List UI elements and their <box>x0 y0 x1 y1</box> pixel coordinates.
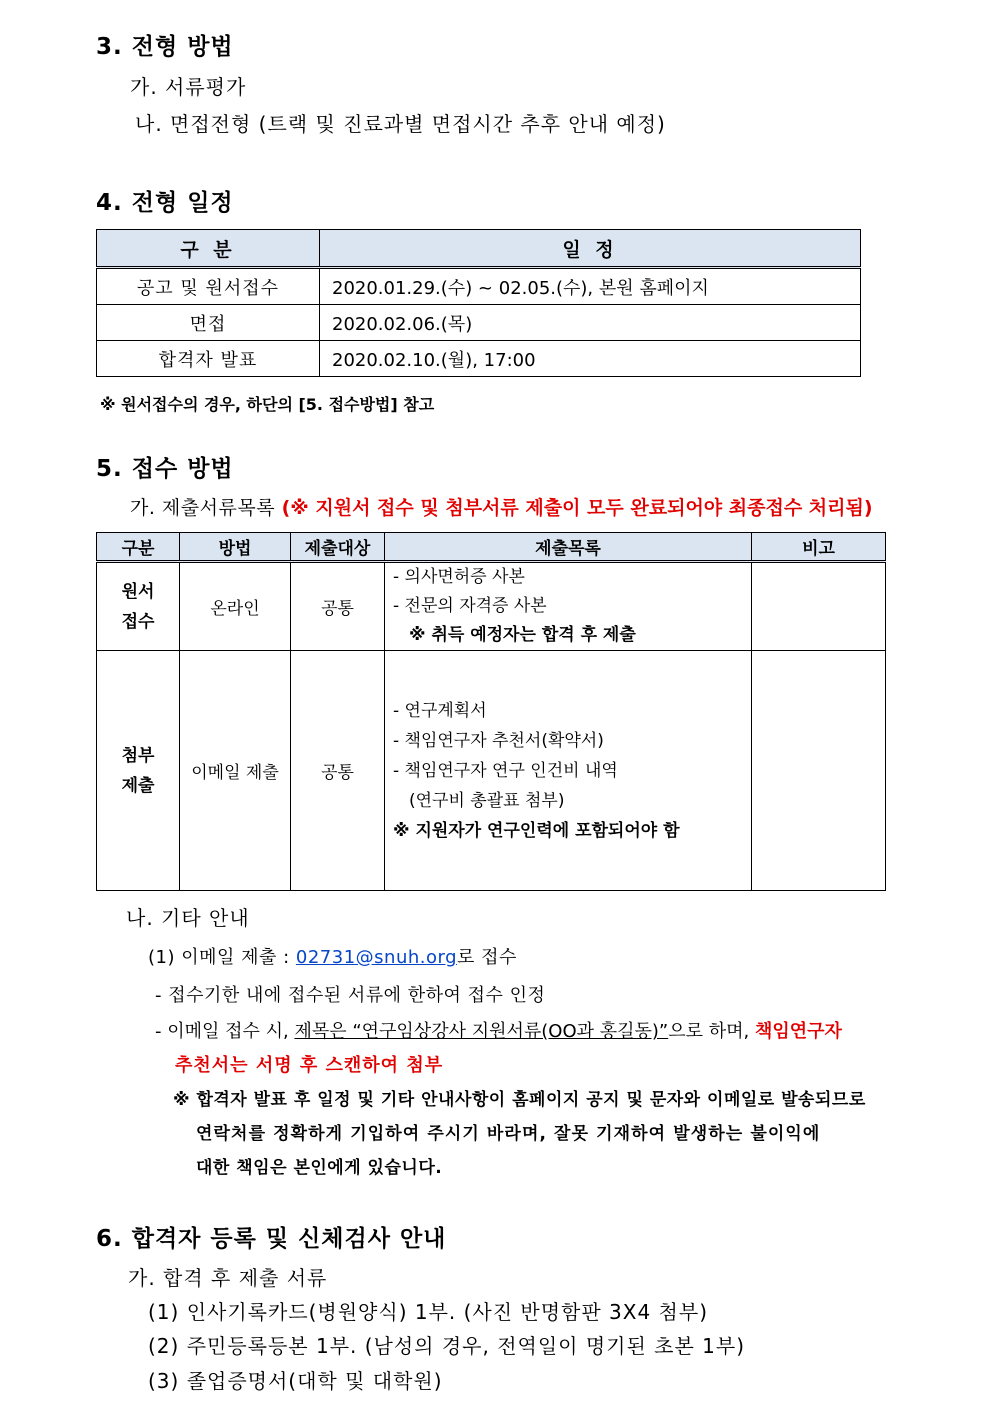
notice-line-2: 연락처를 정확하게 기입하여 주시기 바라며, 잘못 기재하여 발생하는 불이익에 <box>196 1124 821 1144</box>
document-item: - 의사면허증 사본 <box>393 567 525 587</box>
submission-list-heading <box>130 493 873 520</box>
email-line-label: (1) 이메일 제출 : <box>148 947 296 968</box>
section-6-title: 6. 합격자 등록 및 신체검사 안내 <box>96 1226 447 1252</box>
table-row <box>97 651 886 891</box>
row-type: 첨부 제출 <box>97 651 180 891</box>
table-row <box>97 305 861 341</box>
required-document-2: (2) 주민등록등본 1부. (남성의 경우, 전역일이 명기된 초본 1부) <box>148 1334 745 1358</box>
section-3-title: 3. 전형 방법 <box>96 34 234 60</box>
table-row <box>97 341 861 377</box>
row-documents <box>385 651 752 891</box>
document-item: - 책임연구자 추천서(확약서) <box>393 730 604 751</box>
email-link[interactable]: 02731@snuh.org <box>295 947 457 968</box>
schedule-note: ※ 원서접수의 경우, 하단의 [5. 접수방법] 참고 <box>100 395 435 414</box>
schedule-label: 합격자 발표 <box>97 341 320 377</box>
notice-line-3: 대한 책임은 본인에게 있습니다. <box>196 1158 443 1178</box>
row-method: 이메일 제출 <box>180 651 291 891</box>
schedule-table <box>96 229 861 377</box>
schedule-header-row <box>97 230 861 268</box>
document-note: ※ 취득 예정자는 합격 후 제출 <box>409 625 636 645</box>
header-remarks: 비고 <box>752 533 886 562</box>
row-remarks <box>752 651 886 891</box>
other-info-heading: 나. 기타 안내 <box>126 906 250 930</box>
schedule-header-date: 일 정 <box>320 230 861 268</box>
section-5-title: 5. 접수 방법 <box>96 456 234 482</box>
header-documents: 제출목록 <box>385 533 752 562</box>
document-item: - 연구계획서 <box>393 700 487 721</box>
schedule-label: 공고 및 원서접수 <box>97 268 320 305</box>
table-row <box>97 268 861 305</box>
row-method: 온라인 <box>180 562 291 651</box>
row-target: 공통 <box>291 562 385 651</box>
document-note: ※ 지원자가 연구인력에 포함되어야 함 <box>393 820 680 841</box>
email-line-suffix: 로 접수 <box>457 947 517 968</box>
table-row <box>97 562 886 651</box>
deadline-note: - 접수기한 내에 접수된 서류에 한하여 접수 인정 <box>155 985 546 1006</box>
header-type: 구분 <box>97 533 180 562</box>
document-item: - 책임연구자 연구 인건비 내역 <box>393 760 618 781</box>
header-method: 방법 <box>180 533 291 562</box>
document-item: - 전문의 자격증 사본 <box>393 596 547 616</box>
row-type: 원서 접수 <box>97 562 180 651</box>
section-3-item-b: 나. 면접전형 (트랙 및 진료과별 면접시간 추후 안내 예정) <box>135 112 666 136</box>
email-subject-format: 제목은 “연구임상강사 지원서류(OO과 홍길동)” <box>294 1021 669 1042</box>
schedule-value: 2020.02.06.(목) <box>320 305 861 341</box>
document-item: (연구비 총괄표 첨부) <box>409 790 565 811</box>
required-document-3: (3) 졸업증명서(대학 및 대학원) <box>148 1369 443 1393</box>
notice-line-1: ※ 합격자 발표 후 일정 및 기타 안내사항이 홈페이지 공지 및 문자와 이메일로 발송되므로 <box>173 1090 866 1110</box>
recommendation-warning-1: 책임연구자 <box>754 1021 842 1042</box>
submission-table <box>96 532 886 891</box>
schedule-header-category: 구 분 <box>97 230 320 268</box>
header-target: 제출대상 <box>291 533 385 562</box>
email-line <box>148 943 517 969</box>
row-documents <box>385 562 752 651</box>
schedule-value: 2020.02.10.(월), 17:00 <box>320 341 861 377</box>
row-remarks <box>752 562 886 651</box>
submission-warning: (※ 지원서 접수 및 첨부서류 제출이 모두 완료되어야 최종접수 처리됨) <box>281 497 873 519</box>
schedule-value: 2020.01.29.(수) ~ 02.05.(수), 본원 홈페이지 <box>320 268 861 305</box>
email-subject-line <box>155 1017 842 1043</box>
section-3-item-a: 가. 서류평가 <box>130 75 247 99</box>
required-document-1: (1) 인사기록카드(병원양식) 1부. (사진 반명함판 3X4 첨부) <box>148 1300 708 1324</box>
submission-header-row <box>97 533 886 562</box>
submission-list-label: 가. 제출서류목록 <box>130 497 276 519</box>
schedule-label: 면접 <box>97 305 320 341</box>
recommendation-warning-2: 추천서는 서명 후 스캔하여 첨부 <box>175 1055 444 1076</box>
email-subject-prefix: - 이메일 접수 시, <box>155 1021 295 1042</box>
section-4-title: 4. 전형 일정 <box>96 190 234 216</box>
section-6-item-a: 가. 합격 후 제출 서류 <box>128 1266 328 1290</box>
email-subject-suffix: 으로 하며, <box>668 1021 755 1042</box>
row-target: 공통 <box>291 651 385 891</box>
